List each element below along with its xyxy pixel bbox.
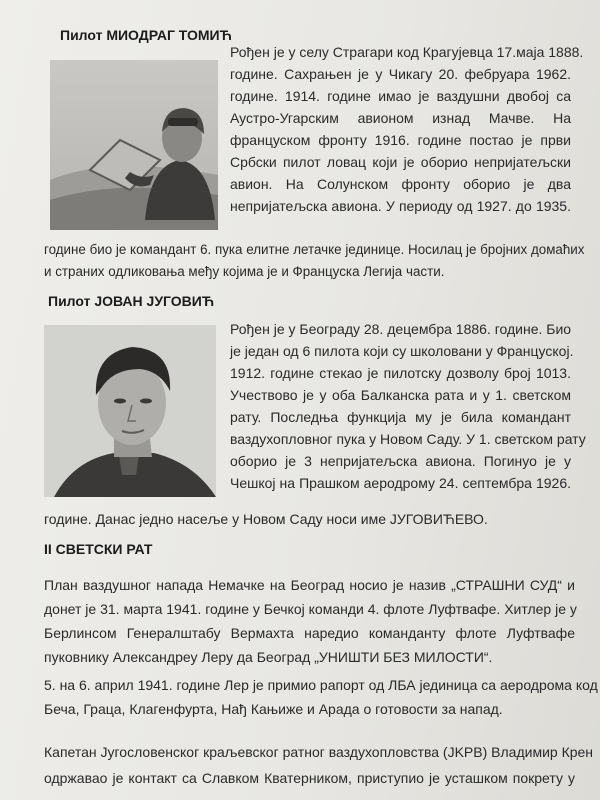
text-line: Чешкој на Прашком аеродрому 24. септембра 1926. xyxy=(230,475,571,491)
text-line: године. Данас једно насеље у Новом Саду носи име ЈУГОВИЋЕВО. xyxy=(44,511,488,527)
text-line: ваздухопловног пука у Новом Саду. У 1. светском рату xyxy=(230,431,586,447)
text-line: пуковнику Александреу Леру да Београд „УНИШТИ БЕЗ МИЛОСТИ“. xyxy=(44,649,493,665)
text-line: је један од 6 пилота који су школовани у Француској. xyxy=(230,343,574,359)
text-line: Берлинсом Генералштабу Вермахта наредио команданту флоте Луфтвафе xyxy=(44,625,575,641)
text-line: непријатељска авиона. У периоду од 1927. до 1935. xyxy=(230,198,571,214)
jugovic-bio-wrapped xyxy=(230,318,586,494)
text-line: Рођен је у селу Страгари код Крагујевца 17.маја 1888. xyxy=(230,44,584,60)
text-line: План ваздушног напада Немачке на Београд носио је назив „СТРАШНИ СУД“ и xyxy=(44,577,575,593)
section-heading-tomic: Пилот МИОДРАГ ТОМИЋ xyxy=(60,27,232,43)
text-line: 1912. године стекао је пилотску дозволу број 1013. xyxy=(230,365,571,381)
text-line: Беча, Граца, Клагенфурта, Нађ Кањиже и Арада о готовости за напад. xyxy=(44,701,503,717)
text-line: одржавао је контакт са Славком Кватерником, приступио је усташком покрету у xyxy=(44,770,575,786)
ww2-paragraph-1 xyxy=(44,573,575,669)
text-line: Аустро-Угарским авионом изнад Мачве. На xyxy=(230,110,571,126)
text-line: Србски пилот ловац који је оборио непријатељски xyxy=(230,154,571,170)
jugovic-bio-full xyxy=(44,508,575,530)
text-line: авион. На Солунском фронту оборио је два xyxy=(230,176,571,192)
text-line: донет је 31. марта 1941. године у Бечкој команди 4. флоте Луфтвафе. Хитлер је у xyxy=(44,601,577,617)
tomic-bio-wrapped xyxy=(230,41,584,217)
text-line: Учествово је у оба Балканска рата и у 1. светском xyxy=(230,387,571,403)
text-line: оборио је 3 непријатељска авиона. Погинуо је у xyxy=(230,453,571,469)
text-line: Капетан Југословенског краљевског ратног ваздухопловства (JKPB) Владимир Крен xyxy=(44,744,594,760)
pilot-portrait-image xyxy=(50,60,218,230)
text-line: године. Сахрањен је у Чикагу 20. фебруара 1962. xyxy=(230,66,571,82)
text-line: 5. на 6. април 1941. године Лер је примио рапорт од ЛБА јединица са аеродрома код xyxy=(44,677,598,693)
tomic-bio-full xyxy=(44,239,585,283)
text-line: француском фронту 1916. године постао је први xyxy=(230,132,571,148)
section-heading-ww2: II СВЕТСКИ РАТ xyxy=(44,541,153,557)
text-line: године био је командант 6. пука елитне летачке јединице. Носилац је бројних домаћих xyxy=(44,242,585,257)
ww2-paragraph-2 xyxy=(44,673,598,721)
pilot-portrait-image xyxy=(44,325,216,497)
text-line: године. 1914. године имао је ваздушни двобој са xyxy=(230,88,571,104)
ww2-paragraph-3 xyxy=(44,739,594,791)
photo-tomic xyxy=(50,60,218,230)
text-line: рату. Последња функција му је била командант xyxy=(230,409,571,425)
section-heading-jugovic: Пилот ЈОВАН ЈУГОВИЋ xyxy=(48,293,215,309)
text-line: и страних одликовања међу којима је и Француска Легија части. xyxy=(44,264,445,279)
photo-jugovic xyxy=(44,325,216,497)
text-line: Рођен је у Београду 28. децембра 1886. године. Био xyxy=(230,321,572,337)
